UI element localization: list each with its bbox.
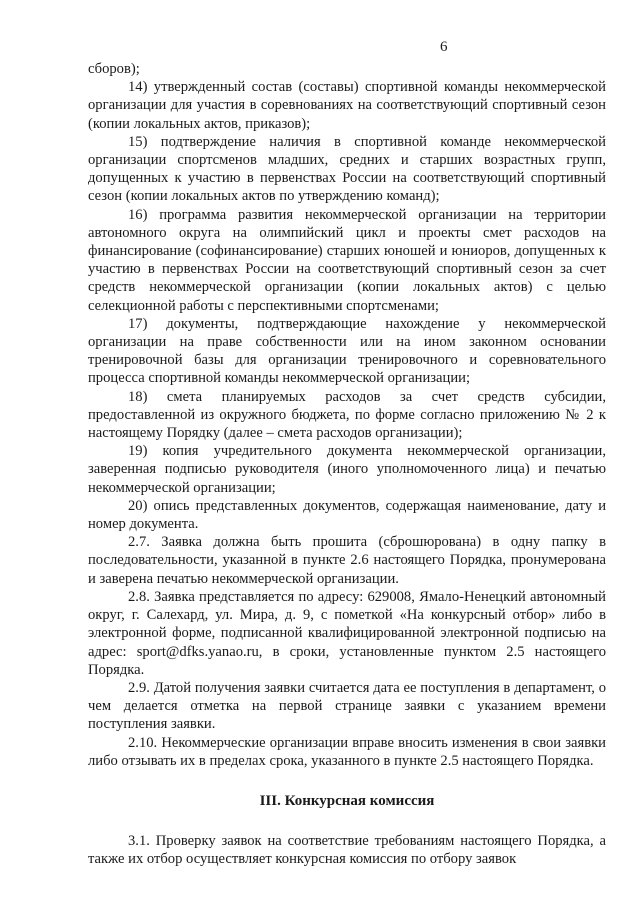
clause-2-7: 2.7. Заявка должна быть прошита (сброшюрована) в одну папку в последовательности, указанной в пункте 2.6 настоящего Порядка, пронумерована и заверена печатью некоммерческой организации. — [88, 534, 606, 587]
list-item-20: 20) опись представленных документов, содержащая наименование, дату и номер документа. — [88, 497, 606, 533]
section-heading: III. Конкурсная комиссия — [259, 792, 435, 809]
list-item-14: 14) утвержденный состав (составы) спортивной команды некоммерческой организации для участия в соревнованиях на соответствующий спортивный сезон (копии локальных актов, приказов); — [88, 79, 606, 132]
clause-2-9: 2.9. Датой получения заявки считается дата ее поступления в департамент, о чем делается отметка на первой странице заявки с указанием времени поступления заявки. — [88, 679, 606, 733]
clause-2-10: 2.10. Некоммерческие организации вправе вносить изменения в свои заявки либо отзывать их в пределах срока, указанного в пункте 2.5 настоящего Порядка. — [88, 734, 606, 769]
list-item-18: 18) смета планируемых расходов за счет средств субсидии, предоставленной из окружного бюджета, по форме согласно приложению № 2 к настоящему Порядку (далее – смета расходов организации); — [88, 388, 606, 442]
clause-3-1: 3.1. Проверку заявок на соответствие требованиям настоящего Порядка, а также их отбор осуществляет конкурсная комиссия по отбору заявок — [88, 833, 606, 868]
list-item-15: 15) подтверждение наличия в спортивной команде некоммерческой организации спортсменов младших, средних и старших возрастных групп, допущенных к участию в первенствах России на соответствующий спортивный сезон (копии локальных актов по утверждению команд); — [88, 133, 606, 205]
list-item-19: 19) копия учредительного документа некоммерческой организации, заверенная подписью руководителя (иного уполномоченного лица) и печатью некоммерческой организации; — [88, 443, 606, 496]
list-item-17: 17) документы, подтверждающие нахождение у некоммерческой организации на праве собственности или на ином законном основании тренировочной базы для организации тренировочного и соревновательного процесса спортивной команды некоммерческой организации; — [88, 315, 606, 387]
clause-2-8: 2.8. Заявка представляется по адресу: 629008, Ямало-Ненецкий автономный округ, г. Салехард, ул. Мира, д. 9, с пометкой «На конкурсный отбор» либо в электронной форме, подписанной квалифицированной электронной подписью на адрес: sport@dfks.yanao.ru, в сроки, установленные пунктом 2.5 настоящего Порядка. — [88, 588, 606, 678]
document-body — [88, 60, 606, 869]
paragraph-continuation: сборов); — [88, 61, 140, 77]
page-number: 6 — [440, 39, 448, 55]
list-item-16: 16) программа развития некоммерческой организации на территории автономного округа на олимпийский цикл и проекты смет расходов на финансирование (софинансирование) старших юношей и юниоров, допущенных к участию в первенствах России на соответствующий спортивный сезон за счет средств некоммерческой организации (копии локальных актов) с целью селекционной работы с перспективными спортсменами; — [88, 206, 606, 314]
